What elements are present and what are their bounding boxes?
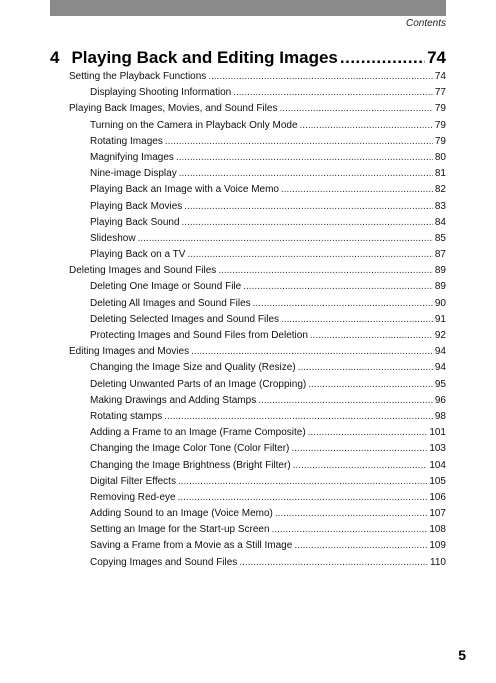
page-number: 5 <box>458 647 466 663</box>
dot-leader <box>258 395 433 406</box>
toc-entry[interactable] <box>69 120 446 136</box>
toc-entry-page: 106 <box>429 491 446 503</box>
toc-entry-title: Slideshow <box>90 232 136 244</box>
dot-leader <box>291 443 427 454</box>
dot-leader <box>294 540 427 551</box>
toc-entry-title: Playing Back an Image with a Voice Memo <box>90 184 279 196</box>
toc-entry[interactable] <box>69 557 446 573</box>
dot-leader <box>243 281 433 292</box>
dot-leader <box>298 362 433 373</box>
toc-entry-page: 107 <box>429 508 446 520</box>
toc-entry-title: Setting the Playback Functions <box>69 71 207 82</box>
toc-entry[interactable] <box>69 265 446 281</box>
toc-entry-page: 89 <box>434 281 446 293</box>
dot-leader <box>272 524 428 535</box>
toc-entry-title: Deleting One Image or Sound File <box>90 281 242 293</box>
toc-entry-page: 108 <box>429 524 446 536</box>
toc-entry-title: Saving a Frame from a Movie as a Still Image <box>90 540 293 552</box>
toc-entry[interactable] <box>69 103 446 119</box>
dot-leader <box>187 249 432 260</box>
dot-leader <box>293 460 428 471</box>
toc-entry-page: 92 <box>434 330 446 341</box>
dot-leader <box>253 298 433 309</box>
toc-entry-title: Copying Images and Sound Files <box>90 556 238 568</box>
header-bar <box>50 0 446 16</box>
toc-entry-page: 79 <box>434 135 446 147</box>
toc-entry[interactable] <box>69 427 446 443</box>
toc-entry-page: 82 <box>434 184 446 196</box>
dot-leader <box>239 557 428 568</box>
toc-entry[interactable] <box>69 492 446 508</box>
dot-leader <box>184 201 433 212</box>
toc-entry[interactable] <box>69 379 446 395</box>
dot-leader <box>233 87 433 98</box>
toc-entry-title: Deleting Unwanted Parts of an Image (Cropping) <box>90 378 307 390</box>
toc-entry-title: Removing Red-eye <box>90 491 176 503</box>
toc-entry[interactable] <box>69 395 446 411</box>
toc-entry[interactable] <box>69 249 446 265</box>
toc-entry-page: 89 <box>434 265 446 277</box>
toc-entry[interactable] <box>69 460 446 476</box>
dot-leader <box>281 184 433 195</box>
toc-entry-title: Rotating Images <box>90 135 163 147</box>
chapter-page: 74 <box>427 48 446 67</box>
dot-leader <box>208 71 433 82</box>
toc-entry[interactable] <box>69 217 446 233</box>
toc-entry-page: 79 <box>434 119 446 131</box>
toc-entry-page: 79 <box>434 103 446 115</box>
toc-entry-title: Turning on the Camera in Playback Only Mode <box>90 119 298 131</box>
toc-entry-page: 85 <box>434 232 446 244</box>
toc-entry[interactable] <box>69 201 446 217</box>
toc-list <box>69 71 446 573</box>
toc-entry-title: Adding a Frame to an Image (Frame Composite) <box>90 427 306 439</box>
toc-entry[interactable] <box>69 314 446 330</box>
chapter-title: Playing Back and Editing Images <box>71 48 338 67</box>
toc-entry-title: Playing Back Sound <box>90 216 180 228</box>
toc-entry-title: Playing Back Images, Movies, and Sound Files <box>69 103 278 115</box>
toc-entry-page: 98 <box>434 410 446 422</box>
toc-entry-title: Changing the Image Brightness (Bright Filter) <box>90 459 291 471</box>
toc-entry-title: Deleting Images and Sound Files <box>69 265 217 277</box>
toc-entry-page: 104 <box>429 459 446 471</box>
dot-leader <box>275 508 427 519</box>
dot-leader <box>165 136 433 147</box>
dot-leader <box>281 314 433 325</box>
toc-entry-title: Editing Images and Movies <box>69 346 190 358</box>
dot-leader <box>218 265 433 276</box>
toc-entry-title: Displaying Shooting Information <box>90 87 232 99</box>
toc-entry-title: Digital Filter Effects <box>90 475 176 487</box>
toc-entry-page: 74 <box>434 71 446 82</box>
toc-entry[interactable] <box>69 476 446 492</box>
toc-entry-page: 91 <box>434 313 446 325</box>
toc-entry-page: 87 <box>434 249 446 261</box>
toc-entry-title: Playing Back Movies <box>90 200 183 212</box>
dot-leader <box>191 346 433 357</box>
toc-entry[interactable] <box>69 71 446 87</box>
dot-leader <box>308 379 433 390</box>
dot-leader <box>279 103 432 114</box>
toc-entry[interactable] <box>69 168 446 184</box>
dot-leader <box>179 168 433 179</box>
toc-entry-title: Playing Back on a TV <box>90 249 186 261</box>
toc-entry-title: Adding Sound to an Image (Voice Memo) <box>90 508 273 520</box>
toc-entry[interactable] <box>69 346 446 362</box>
toc-entry-page: 90 <box>434 297 446 309</box>
toc-entry-page: 103 <box>429 443 446 455</box>
section-label: Contents <box>405 18 446 29</box>
toc-entry[interactable] <box>69 298 446 314</box>
dot-leader <box>178 492 428 503</box>
dot-leader <box>178 476 427 487</box>
toc-entry[interactable] <box>69 87 446 103</box>
dot-leader <box>340 48 425 68</box>
toc-entry-title: Making Drawings and Adding Stamps <box>90 394 257 406</box>
toc-entry-page: 101 <box>429 427 446 439</box>
dot-leader <box>300 120 433 131</box>
toc-entry-title: Nine-image Display <box>90 168 177 180</box>
toc-entry-title: Setting an Image for the Start-up Screen <box>90 524 270 536</box>
dot-leader <box>164 411 433 422</box>
toc-entry[interactable] <box>69 152 446 168</box>
toc-entry-page: 109 <box>429 540 446 552</box>
toc-entry[interactable] <box>69 362 446 378</box>
toc-entry-title: Magnifying Images <box>90 151 174 163</box>
toc-entry-page: 94 <box>434 362 446 374</box>
toc-entry-page: 96 <box>434 394 446 406</box>
toc-entry-page: 80 <box>434 151 446 163</box>
toc-entry[interactable] <box>69 443 446 459</box>
toc-entry-page: 81 <box>434 168 446 180</box>
chapter-number: 4 <box>50 48 60 67</box>
toc-entry-title: Deleting All Images and Sound Files <box>90 297 251 309</box>
toc-entry-page: 95 <box>434 378 446 390</box>
toc-entry[interactable] <box>69 540 446 556</box>
toc-entry[interactable] <box>69 233 446 249</box>
toc-entry-page: 84 <box>434 216 446 228</box>
toc-entry-title: Deleting Selected Images and Sound Files <box>90 313 280 325</box>
toc-entry-title: Protecting Images and Sound Files from Deletion <box>90 330 308 341</box>
dot-leader <box>182 217 433 228</box>
toc-entry[interactable] <box>69 411 446 427</box>
toc-entry[interactable] <box>69 330 446 346</box>
toc-entry[interactable] <box>69 508 446 524</box>
dot-leader <box>176 152 433 163</box>
toc-entry-page: 77 <box>434 87 446 99</box>
toc-entry-title: Rotating stamps <box>90 410 163 422</box>
toc-entry[interactable] <box>69 281 446 297</box>
toc-entry[interactable] <box>69 184 446 200</box>
toc-entry[interactable] <box>69 136 446 152</box>
dot-leader <box>138 233 433 244</box>
toc-entry-page: 83 <box>434 200 446 212</box>
toc-entry[interactable] <box>69 524 446 540</box>
dot-leader <box>310 330 433 341</box>
dot-leader <box>308 427 428 438</box>
toc-entry-title: Changing the Image Size and Quality (Resize) <box>90 362 296 374</box>
toc-entry-title: Changing the Image Color Tone (Color Filter) <box>90 443 290 455</box>
toc-entry-page: 105 <box>429 475 446 487</box>
toc-entry-page: 110 <box>430 556 446 568</box>
chapter-heading[interactable] <box>50 48 446 68</box>
toc-entry-page: 94 <box>434 346 446 358</box>
